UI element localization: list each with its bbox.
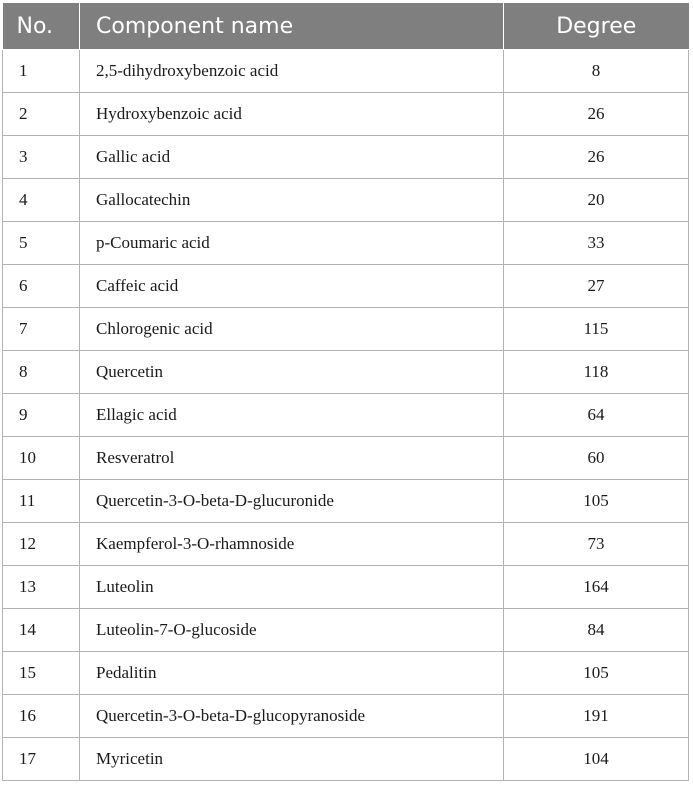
table-row	[3, 738, 689, 781]
cell-component-name: Hydroxybenzoic acid	[80, 93, 504, 136]
cell-no: 2	[3, 93, 80, 136]
cell-no: 13	[3, 566, 80, 609]
cell-degree: 26	[504, 93, 689, 136]
cell-no: 11	[3, 480, 80, 523]
cell-degree: 84	[504, 609, 689, 652]
table-body	[3, 50, 689, 781]
cell-component-name: Quercetin-3-O-beta-D-glucuronide	[80, 480, 504, 523]
table-row	[3, 523, 689, 566]
cell-no: 15	[3, 652, 80, 695]
cell-no: 8	[3, 351, 80, 394]
cell-no: 3	[3, 136, 80, 179]
table-row	[3, 609, 689, 652]
cell-degree: 73	[504, 523, 689, 566]
table-row	[3, 695, 689, 738]
header-no: No.	[3, 3, 80, 50]
table-row	[3, 179, 689, 222]
cell-component-name: Resveratrol	[80, 437, 504, 480]
cell-degree: 105	[504, 480, 689, 523]
cell-degree: 20	[504, 179, 689, 222]
table-header	[3, 3, 689, 50]
cell-component-name: Chlorogenic acid	[80, 308, 504, 351]
cell-no: 4	[3, 179, 80, 222]
cell-component-name: Caffeic acid	[80, 265, 504, 308]
cell-component-name: Quercetin-3-O-beta-D-glucopyranoside	[80, 695, 504, 738]
cell-component-name: 2,5-dihydroxybenzoic acid	[80, 50, 504, 93]
cell-no: 5	[3, 222, 80, 265]
cell-degree: 33	[504, 222, 689, 265]
cell-no: 1	[3, 50, 80, 93]
component-table-container	[2, 3, 688, 781]
cell-no: 7	[3, 308, 80, 351]
table-row	[3, 351, 689, 394]
cell-degree: 26	[504, 136, 689, 179]
table-row	[3, 93, 689, 136]
cell-no: 14	[3, 609, 80, 652]
cell-no: 10	[3, 437, 80, 480]
table-row	[3, 136, 689, 179]
table-row	[3, 480, 689, 523]
cell-component-name: Gallic acid	[80, 136, 504, 179]
cell-degree: 64	[504, 394, 689, 437]
cell-no: 17	[3, 738, 80, 781]
cell-no: 12	[3, 523, 80, 566]
cell-no: 16	[3, 695, 80, 738]
cell-component-name: p-Coumaric acid	[80, 222, 504, 265]
table-row	[3, 566, 689, 609]
cell-component-name: Quercetin	[80, 351, 504, 394]
table-row	[3, 394, 689, 437]
component-degree-table	[2, 3, 689, 781]
cell-degree: 8	[504, 50, 689, 93]
table-row	[3, 437, 689, 480]
table-row	[3, 222, 689, 265]
cell-degree: 105	[504, 652, 689, 695]
cell-degree: 115	[504, 308, 689, 351]
cell-degree: 164	[504, 566, 689, 609]
cell-degree: 118	[504, 351, 689, 394]
cell-component-name: Pedalitin	[80, 652, 504, 695]
table-row	[3, 652, 689, 695]
cell-degree: 104	[504, 738, 689, 781]
cell-component-name: Gallocatechin	[80, 179, 504, 222]
cell-component-name: Myricetin	[80, 738, 504, 781]
cell-no: 6	[3, 265, 80, 308]
cell-no: 9	[3, 394, 80, 437]
cell-degree: 191	[504, 695, 689, 738]
header-degree: Degree	[504, 3, 689, 50]
cell-component-name: Kaempferol-3-O-rhamnoside	[80, 523, 504, 566]
cell-component-name: Luteolin	[80, 566, 504, 609]
cell-degree: 27	[504, 265, 689, 308]
header-row	[3, 3, 689, 50]
table-row	[3, 308, 689, 351]
cell-component-name: Luteolin-7-O-glucoside	[80, 609, 504, 652]
header-component-name: Component name	[80, 3, 504, 50]
table-row	[3, 50, 689, 93]
cell-component-name: Ellagic acid	[80, 394, 504, 437]
cell-degree: 60	[504, 437, 689, 480]
table-row	[3, 265, 689, 308]
